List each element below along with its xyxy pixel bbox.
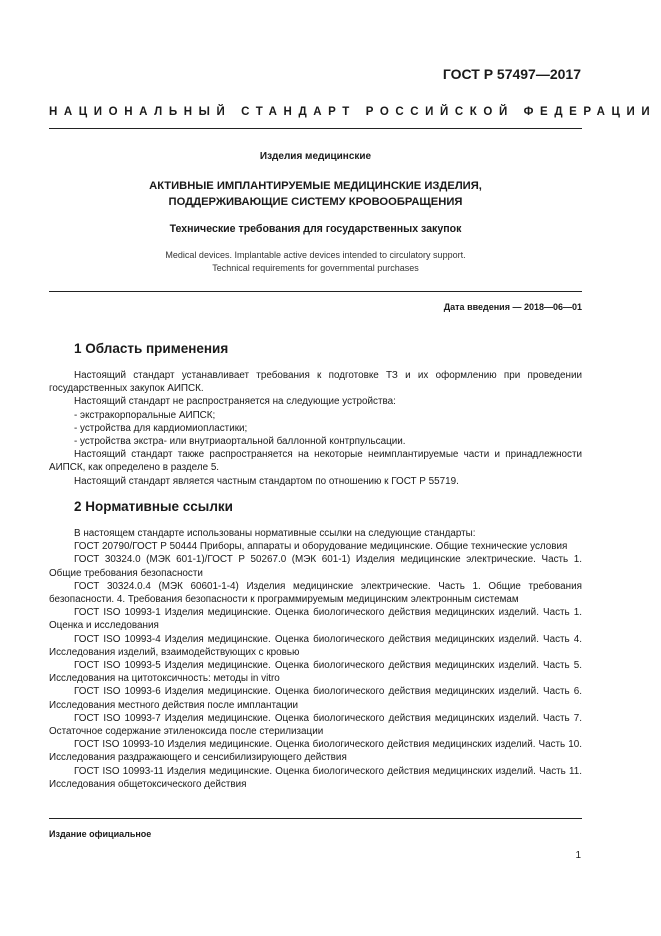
reference-item: ГОСТ ISO 10993-5 Изделия медицинские. Оценка биологического действия медицинских изделий. Часть 5. Исследования на цитотоксичность: методы in vitro (49, 660, 582, 685)
subtitle: Технические требования для государственных закупок (169, 223, 462, 235)
paragraph: Настоящий стандарт также распространяется на некоторые неимплантируемые части и принадлежности АИПСК, как определено в разделе 5. (49, 449, 582, 474)
reference-item: ГОСТ ISO 10993-4 Изделия медицинские. Оценка биологического действия медицинских изделий. Часть 4. Исследования изделий, взаимодействующих с кровью (49, 633, 582, 658)
reference-item: ГОСТ ISO 10993-10 Изделия медицинские. Оценка биологического действия медицинских изделий. Часть 10. Исследования раздражающего и сенсибилизирующего действия (49, 739, 582, 764)
list-item: - экстракорпоральные АИПСК; (74, 409, 216, 421)
paragraph: Настоящий стандарт не распространяется на следующие устройства: (74, 396, 396, 408)
english-title-line2: Technical requirements for governmental purchases (212, 263, 419, 273)
section-1-heading: 1 Область применения (74, 341, 229, 356)
section-2-body (49, 527, 582, 791)
paragraph: В настоящем стандарте использованы нормативные ссылки на следующие стандарты: (74, 528, 476, 539)
date-rule (49, 291, 582, 292)
category-title: Изделия медицинские (259, 151, 372, 162)
reference-item: ГОСТ 30324.0.4 (МЭК 60601-1-4) Изделия медицинские электрические. Часть 1. Общие требования безопасности. 4. Требования безопасности к программируемым медицинским электронным системам (49, 580, 582, 606)
paragraph: Настоящий стандарт устанавливает требования к подготовке ТЗ и их оформлению при проведении государственных закупок АИПСК. (49, 370, 582, 395)
header-rule (49, 128, 582, 129)
main-title-line1: АКТИВНЫЕ ИМПЛАНТИРУЕМЫЕ МЕДИЦИНСКИЕ ИЗДЕЛИЯ, (149, 180, 482, 192)
reference-item: ГОСТ ISO 10993-11 Изделия медицинские. Оценка биологического действия медицинских изделий. Часть 11. Исследования общетоксического действия (49, 765, 582, 790)
standard-number: ГОСТ Р 57497—2017 (442, 66, 581, 82)
page-number: 1 (575, 850, 581, 861)
reference-item: ГОСТ ISO 10993-1 Изделия медицинские. Оценка биологического действия медицинских изделий. Часть 1. Оценка и исследования (49, 607, 582, 632)
introduction-date: Дата введения — 2018—06—01 (443, 302, 582, 312)
section-1-body (49, 369, 582, 488)
reference-item: ГОСТ ISO 10993-7 Изделия медицинские. Оценка биологического действия медицинских изделий. Часть 7. Остаточное содержание этиленоксида после стерилизации (49, 712, 582, 738)
list-item: - устройства для кардиомиопластики; (74, 422, 248, 434)
section-2-heading: 2 Нормативные ссылки (74, 499, 233, 514)
list-item: - устройства экстра- или внутриаортальной баллонной контрпульсации. (74, 436, 406, 448)
main-title-line2: ПОДДЕРЖИВАЮЩИЕ СИСТЕМУ КРОВООБРАЩЕНИЯ (168, 196, 463, 208)
reference-item: ГОСТ 20790/ГОСТ Р 50444 Приборы, аппараты и оборудование медицинские. Общие технические условия (74, 541, 568, 553)
national-standard-heading: НАЦИОНАЛЬНЫЙ СТАНДАРТ РОССИЙСКОЙ ФЕДЕРАЦИИ (49, 106, 657, 118)
english-title-line1: Medical devices. Implantable active devices intended to circulatory support. (165, 250, 466, 260)
paragraph: Настоящий стандарт является частным стандартом по отношению к ГОСТ Р 55719. (74, 475, 459, 487)
footer-rule (49, 818, 582, 819)
reference-item: ГОСТ 30324.0 (МЭК 601-1)/ГОСТ Р 50267.0 (МЭК 601-1) Изделия медицинские электрические. Часть 1. Общие требования безопасности (49, 554, 582, 579)
official-edition-label: Издание официальное (49, 829, 152, 839)
reference-item: ГОСТ ISO 10993-6 Изделия медицинские. Оценка биологического действия медицинских изделий. Часть 6. Исследования местного действия после имплантации (49, 686, 582, 711)
